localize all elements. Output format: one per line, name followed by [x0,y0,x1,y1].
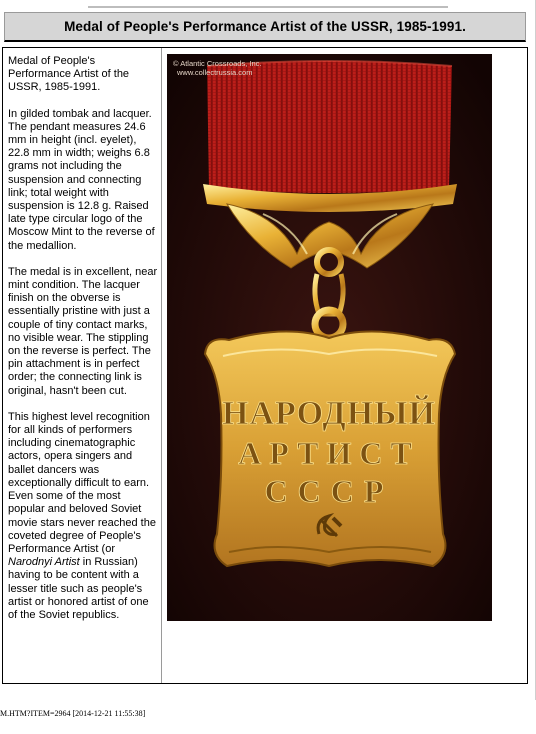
column-divider [161,48,162,683]
medal-inscription-line-1: НАРОДНЫЙ [222,395,436,432]
description-paragraph-2: In gilded tombak and lacquer. The pendant measures 24.6 mm in height (incl. eyelet), 22.8 mm in width; weighs 6.8 grams not including the suspension and connecting link; total weight with suspension is 12.8 g. Raised late type circular logo of the Moscow Mint to the reverse of the medallion. [8,107,155,252]
medal-illustration [167,54,492,621]
watermark-line-1: © Atlantic Crossroads, Inc. [173,59,262,68]
page-header [4,12,526,42]
watermark-line-2: www.collectrussia.com [177,68,253,77]
page-footer-url: M.HTM?ITEM=2964 [2014-12-21 11:55:38] [0,709,146,718]
description-column [8,55,160,635]
top-rule [88,6,448,8]
paragraph-4-text-start: This highest level recognition for all kinds of performers including cinematographic actors, opera singers and ballet dancers was exceptionally difficult to earn. Even some of the most popular and beloved Soviet movie stars never reached the coveted degree of People's Performance Artist (or [8,410,156,555]
description-paragraph-3: The medal is in excellent, near mint condition. The lacquer finish on the obverse is essentially pristine with just a couple of tiny contact marks, no visible wear. The stippling on the reverse is perfect. The pin attachment is in perfect order; the connecting link is original, hasn't been cut. [8,265,158,397]
description-paragraph-4 [8,411,160,622]
page-title: Medal of People's Performance Artist of the USSR, 1985-1991. [64,19,466,34]
description-paragraph-1: Medal of People's Performance Artist of the USSR, 1985-1991. [8,55,130,94]
paragraph-4-italic-term: Narodnyi Artist [8,556,80,569]
paragraph-4-text-end: in Russian) having to be content with a lesser title such as people's artist or honored artist of one of the Soviet republics. [8,556,149,621]
ribbon [207,61,452,193]
medal-photo [167,54,492,621]
medal-pendant [205,331,455,566]
content-table [2,47,528,684]
medal-inscription-line-2: АРТИСТ [238,435,420,471]
medal-inscription-line-3: СССР [264,473,394,509]
